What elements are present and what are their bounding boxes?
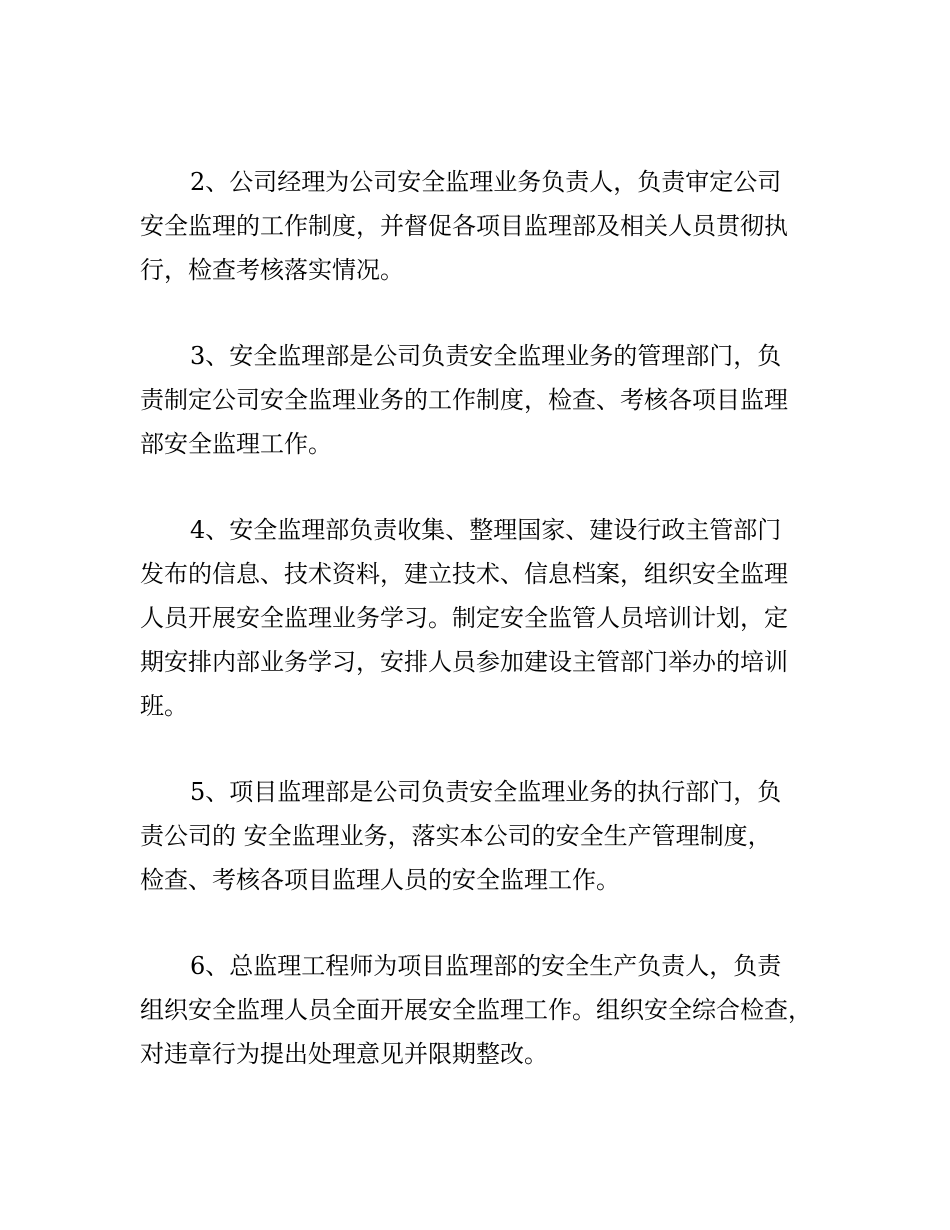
- paragraph-line: 行，检查考核落实情况。: [140, 256, 404, 284]
- paragraph-line: 2、公司经理为公司安全监理业务负责人，负责审定公司: [190, 168, 782, 196]
- paragraph-6: [140, 944, 830, 1076]
- paragraph-line: 部安全监理工作。: [140, 430, 332, 458]
- paragraph-line: 期安排内部业务学习，安排人员参加建设主管部门举办的培训: [140, 648, 788, 676]
- paragraph-line: 对违章行为提出处理意见并限期整改。: [140, 1040, 548, 1068]
- paragraph-line: 检查、考核各项目监理人员的安全监理工作。: [140, 866, 620, 894]
- paragraph-line: 3、安全监理部是公司负责安全监理业务的管理部门，负: [190, 342, 782, 370]
- paragraph-4: [140, 508, 830, 728]
- paragraph-3: [140, 334, 830, 466]
- paragraph-line: 责公司的 安全监理业务，落实本公司的安全生产管理制度，: [140, 822, 772, 850]
- paragraph-line: 6、总监理工程师为项目监理部的安全生产负责人，负责: [190, 952, 782, 980]
- paragraph-line: 责制定公司安全监理业务的工作制度，检查、考核各项目监理: [140, 386, 788, 414]
- paragraph-2: [140, 160, 830, 292]
- paragraph-line: 人员开展安全监理业务学习。制定安全监管人员培训计划，定: [140, 604, 788, 632]
- paragraph-line: 发布的信息、技术资料，建立技术、信息档案，组织安全监理: [140, 560, 788, 588]
- paragraph-5: [140, 770, 830, 902]
- paragraph-line: 安全监理的工作制度，并督促各项目监理部及相关人员贯彻执: [140, 212, 788, 240]
- paragraph-line: 班。: [140, 692, 188, 720]
- paragraph-line: 组织安全监理人员全面开展安全监理工作。组织安全综合检查，: [140, 996, 812, 1024]
- paragraph-line: 4、安全监理部负责收集、整理国家、建设行政主管部门: [190, 516, 782, 544]
- paragraph-line: 5、项目监理部是公司负责安全监理业务的执行部门，负: [190, 778, 782, 806]
